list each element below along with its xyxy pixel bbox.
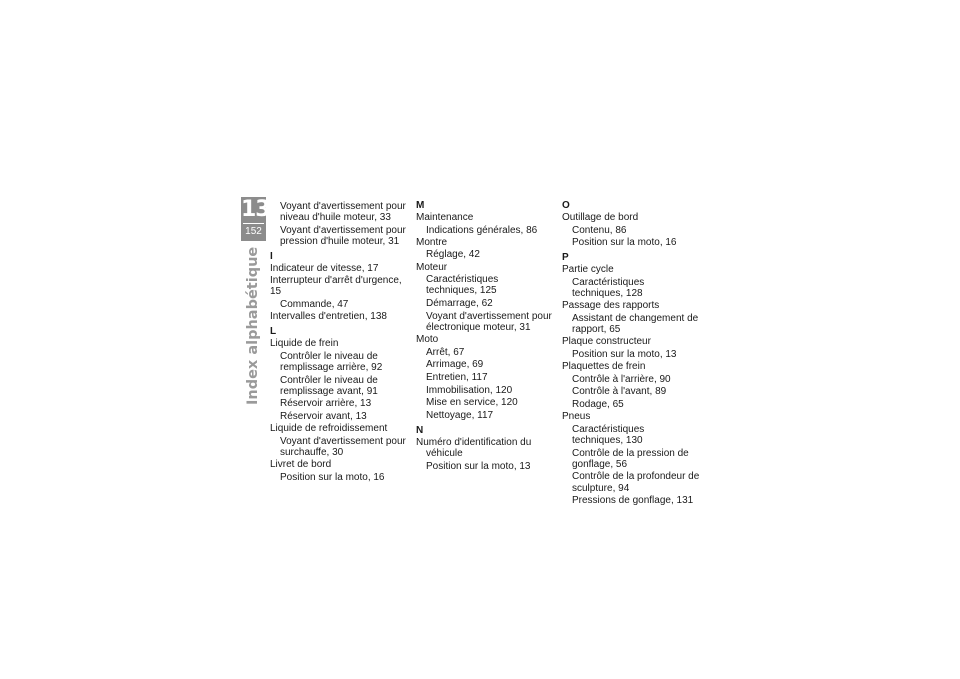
- chapter-title: Index alphabétique: [245, 246, 261, 405]
- index-entry: [416, 437, 556, 472]
- index-term: [562, 264, 702, 275]
- index-subentry-line: sculpture, 94: [572, 482, 630, 494]
- index-subentry: [562, 448, 702, 470]
- index-subentry-line: Rodage, 65: [572, 399, 624, 411]
- index-column-2: [416, 200, 556, 472]
- index-subentry-line: remplissage arrière, 92: [280, 361, 383, 373]
- index-term-line: Numéro d'identification du: [416, 437, 532, 449]
- index-term: [416, 437, 556, 459]
- index-subentry: [416, 274, 556, 296]
- index-subentry-line: niveau d'huile moteur, 33: [280, 212, 391, 224]
- index-term: [416, 237, 556, 248]
- index-subentry: [270, 351, 410, 373]
- index-subentry-line: Arrimage, 69: [426, 359, 484, 371]
- index-term-line: Moto: [416, 333, 439, 345]
- index-subentry: [416, 311, 556, 333]
- index-term-line: véhicule: [426, 448, 463, 460]
- index-subentry-line: Position sur la moto, 16: [572, 237, 677, 249]
- index-letter: M: [416, 200, 425, 211]
- index-subentry-line: Caractéristiques: [572, 423, 645, 435]
- index-subentry: [270, 436, 410, 458]
- index-subentry-line: remplissage avant, 91: [280, 385, 378, 397]
- index-subentry-line: Nettoyage, 117: [426, 410, 494, 422]
- index-subentry-line: Démarrage, 62: [426, 298, 493, 310]
- index-term-line: Outillage de bord: [562, 212, 639, 223]
- index-subentry-line: gonflage, 56: [572, 458, 628, 470]
- index-subentry: [270, 398, 410, 409]
- index-subentry-line: Voyant d'avertissement pour: [280, 435, 406, 447]
- index-subentry-line: Réservoir avant, 13: [280, 410, 367, 422]
- index-term-line: Partie cycle: [562, 264, 614, 276]
- index-subentry: [270, 411, 410, 422]
- index-subentry: [416, 347, 556, 358]
- index-term-line: Liquide de frein: [270, 338, 339, 350]
- index-subentry: [562, 386, 702, 397]
- index-entry: [270, 459, 410, 483]
- index-term-line: Plaque constructeur: [562, 336, 651, 348]
- index-subentry-line: Voyant d'avertissement pour: [426, 310, 552, 322]
- index-subentry: [270, 225, 410, 247]
- index-subentry: [416, 249, 556, 260]
- index-letter: L: [270, 326, 277, 338]
- page-number: 152: [245, 226, 262, 237]
- index-entry: [270, 275, 410, 310]
- index-subentry: [562, 225, 702, 236]
- index-subentry-line: Arrêt, 67: [426, 346, 465, 358]
- index-subentry: [416, 225, 556, 236]
- index-subentry: [562, 277, 702, 299]
- index-entry: [562, 264, 702, 299]
- index-subentry: [416, 372, 556, 383]
- index-subentry: [562, 495, 702, 506]
- index-term-line: Moteur: [416, 261, 448, 273]
- index-term: [270, 263, 410, 274]
- chapter-number: 13: [241, 197, 270, 222]
- index-term: [562, 300, 702, 311]
- index-subentry-line: Commande, 47: [280, 298, 349, 310]
- index-subentry-line: Réglage, 42: [426, 249, 480, 261]
- index-letter: I: [270, 250, 273, 262]
- index-subentry-line: Contrôle à l'avant, 89: [572, 386, 667, 398]
- index-subentry-line: Contrôle de la profondeur de: [572, 471, 700, 483]
- index-subentry: [270, 375, 410, 397]
- index-term: [562, 336, 702, 347]
- index-subentry-line: Voyant d'avertissement pour: [280, 201, 406, 212]
- index-subentry: [270, 201, 410, 223]
- index-subentry-line: Caractéristiques: [426, 274, 499, 286]
- index-term-line: Indicateur de vitesse, 17: [270, 262, 379, 274]
- index-subentry: [416, 461, 556, 472]
- index-subentry-line: Pressions de gonflage, 131: [572, 495, 694, 507]
- index-subentry-line: Contrôler le niveau de: [280, 374, 378, 386]
- index-subentry-line: surchauffe, 30: [280, 446, 344, 458]
- index-subentry-line: Indications générales, 86: [426, 224, 538, 236]
- index-subentry: [562, 313, 702, 335]
- index-subentry-line: techniques, 125: [426, 285, 497, 297]
- index-entry: [562, 212, 702, 248]
- index-subentry-line: Immobilisation, 120: [426, 384, 513, 396]
- index-subentry: [416, 298, 556, 309]
- index-term: [270, 275, 410, 297]
- index-subentry-line: pression d'huile moteur, 31: [280, 235, 400, 247]
- index-term: [270, 338, 410, 349]
- index-term-line: Intervalles d'entretien, 138: [270, 310, 387, 322]
- chapter-divider: [243, 223, 264, 224]
- index-subentry: [416, 397, 556, 408]
- index-subentry-line: Position sur la moto, 13: [572, 348, 677, 360]
- index-term: [270, 423, 410, 434]
- index-entry: [270, 201, 410, 247]
- index-subentry-line: Mise en service, 120: [426, 397, 518, 409]
- index-subentry-line: Contrôle à l'arrière, 90: [572, 373, 671, 385]
- index-term-line: Pneus: [562, 411, 591, 423]
- index-entry: [416, 237, 556, 261]
- index-term-line: Livret de bord: [270, 458, 332, 470]
- index-entry: [562, 300, 702, 335]
- index-subentry: [270, 299, 410, 310]
- index-subentry-line: Assistant de changement de: [572, 313, 699, 325]
- index-entry: [270, 311, 410, 322]
- index-term: [562, 212, 702, 223]
- index-term: [270, 459, 410, 470]
- index-subentry-line: Contenu, 86: [572, 224, 627, 236]
- index-subentry-line: électronique moteur, 31: [426, 321, 531, 333]
- index-subentry: [416, 359, 556, 370]
- index-term: [562, 411, 702, 422]
- index-subentry-line: techniques, 128: [572, 288, 643, 300]
- index-term: [562, 361, 702, 372]
- index-subentry: [416, 410, 556, 421]
- index-subentry-line: Position sur la moto, 13: [426, 460, 531, 472]
- chapter-tab: [241, 197, 270, 241]
- index-entry: [270, 338, 410, 422]
- index-subentry: [562, 349, 702, 360]
- index-letter: P: [562, 252, 569, 264]
- index-subentry-line: Contrôle de la pression de: [572, 447, 689, 459]
- index-subentry: [270, 472, 410, 483]
- index-term: [416, 334, 556, 345]
- index-term-line: Maintenance: [416, 212, 474, 223]
- index-column-3: [562, 200, 702, 506]
- index-subentry: [562, 374, 702, 385]
- index-term: [416, 212, 556, 223]
- index-subentry: [562, 424, 702, 446]
- index-subentry: [562, 471, 702, 493]
- index-entry: [562, 336, 702, 360]
- index-term-line: Liquide de refroidissement: [270, 423, 388, 435]
- index-subentry-line: Caractéristiques: [572, 277, 645, 289]
- index-term-line: Montre: [416, 236, 448, 248]
- index-subentry-line: Position sur la moto, 16: [280, 471, 385, 483]
- index-letter: O: [562, 200, 570, 211]
- index-term-line: Interrupteur d'arrêt d'urgence, 15: [270, 275, 402, 298]
- index-subentry: [562, 237, 702, 248]
- index-entry: [270, 263, 410, 274]
- index-entry: [416, 334, 556, 421]
- index-subentry: [562, 399, 702, 410]
- index-entry: [562, 361, 702, 410]
- index-subentry-line: Réservoir arrière, 13: [280, 398, 372, 410]
- index-entry: [270, 423, 410, 458]
- index-letter: N: [416, 425, 424, 437]
- index-entry: [416, 262, 556, 333]
- index-subentry-line: techniques, 130: [572, 434, 643, 446]
- index-term: [416, 262, 556, 273]
- index-term: [270, 311, 410, 322]
- index-term-line: Plaquettes de frein: [562, 361, 646, 372]
- index-column-1: [270, 200, 410, 483]
- index-subentry-line: Voyant d'avertissement pour: [280, 224, 406, 236]
- index-subentry-line: Contrôler le niveau de: [280, 350, 378, 362]
- index-entry: [562, 411, 702, 506]
- index-entry: [416, 212, 556, 236]
- index-subentry-line: Entretien, 117: [426, 371, 488, 383]
- index-subentry: [416, 385, 556, 396]
- index-term-line: Passage des rapports: [562, 300, 660, 312]
- index-subentry-line: rapport, 65: [572, 324, 621, 336]
